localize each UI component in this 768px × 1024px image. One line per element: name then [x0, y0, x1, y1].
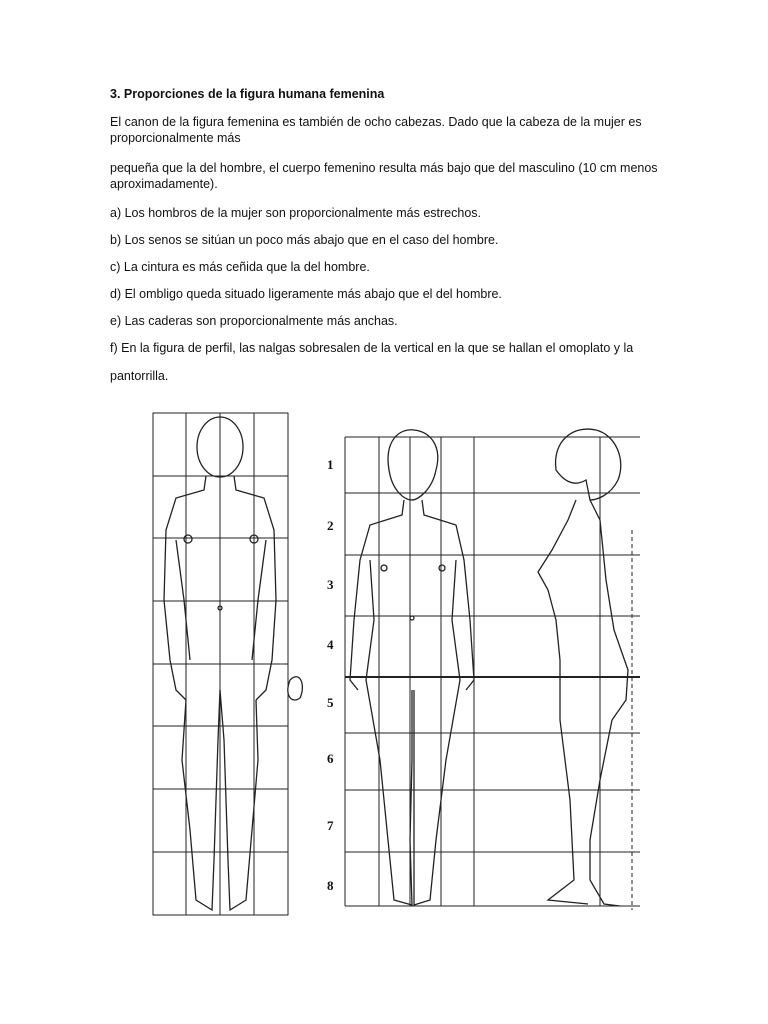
scale-number-6: 6	[327, 751, 334, 766]
female-grid	[345, 437, 640, 910]
document-title: 3. Proporciones de la figura humana femenina	[110, 87, 385, 101]
scale-number-5: 5	[327, 695, 334, 710]
item-f-continued: pantorrilla.	[110, 369, 169, 383]
item-f: f) En la figura de perfil, las nalgas sobresalen de la vertical en la que se hallan el omoplato y la	[110, 341, 634, 355]
item-b: b) Los senos se sitúan un poco más abajo que en el caso del hombre.	[110, 233, 499, 247]
item-a: a) Los hombros de la mujer son proporcionalmente más estrechos.	[110, 206, 482, 220]
scale-number-2: 2	[327, 518, 334, 533]
item-c: c) La cintura es más ceñida que la del hombre.	[110, 260, 370, 274]
female-profile-figure	[538, 429, 628, 906]
male-grid	[153, 413, 288, 915]
scale-numbers	[327, 457, 334, 893]
scale-number-8: 8	[327, 878, 334, 893]
paragraph-2: pequeña que la del hombre, el cuerpo femenino resulta más bajo que del masculino (10 cm menos aproximadamente).	[110, 161, 658, 191]
scale-number-1: 1	[327, 457, 334, 472]
scale-number-4: 4	[327, 637, 334, 652]
female-front-figure	[350, 430, 474, 905]
item-d: d) El ombligo queda situado ligeramente más abajo que el del hombre.	[110, 287, 502, 301]
scale-number-3: 3	[327, 577, 334, 592]
item-e: e) Las caderas son proporcionalmente más anchas.	[110, 314, 398, 328]
scale-number-7: 7	[327, 818, 334, 833]
paragraph-1: El canon de la figura femenina es también de ocho cabezas. Dado que la cabeza de la mujer es proporcionalmente más	[110, 115, 642, 145]
